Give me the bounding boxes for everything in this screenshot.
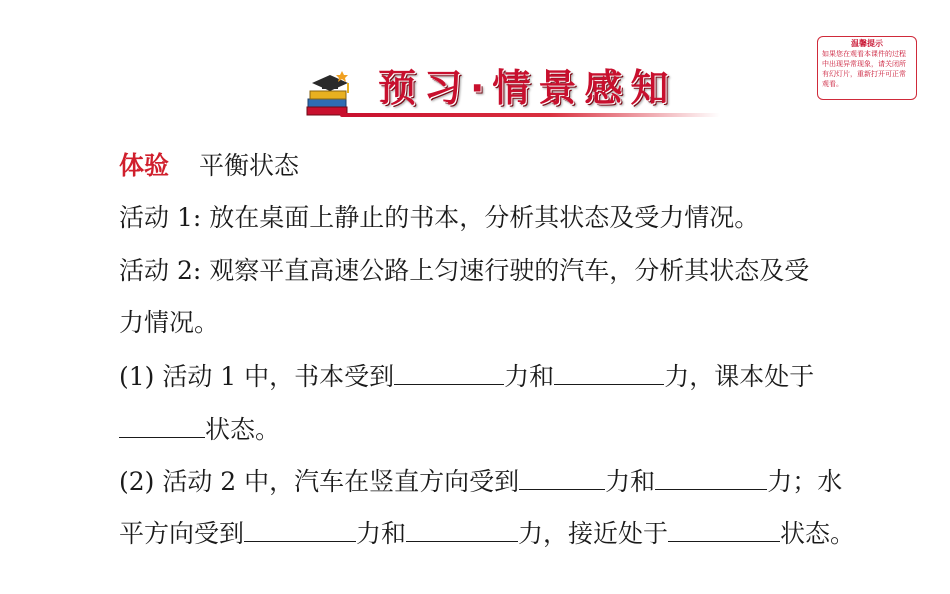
activity-line-3: 力情况。	[119, 308, 220, 337]
question-2-text-b: 力和	[605, 467, 656, 496]
question-1-text-c: 力，课本处于	[664, 362, 815, 391]
answer-blank[interactable]	[406, 513, 518, 542]
tip-box	[817, 36, 917, 100]
question-1-text-d: 状态。	[205, 415, 281, 444]
question-2-text-g: 状态。	[780, 519, 856, 548]
activity-line-1: 活动 1: 放在桌面上静止的书本，分析其状态及受力情况。	[119, 203, 760, 232]
question-1-line-2	[119, 409, 280, 449]
answer-blank[interactable]	[244, 513, 356, 542]
question-2-text-c: 力；水	[767, 467, 843, 496]
tip-title: 温馨提示	[851, 39, 883, 48]
graduation-cap-book-icon	[304, 69, 354, 119]
tip-text: 如果您在观看本课件的过程中出现异常现象，请关闭所有幻灯片，重新打开可正常观看。	[822, 50, 906, 88]
section-heading	[119, 146, 299, 186]
question-2-text-d: 平方向受到	[119, 519, 245, 548]
banner-underline	[340, 113, 720, 117]
question-2-text-e: 力和	[356, 519, 407, 548]
answer-blank[interactable]	[519, 461, 605, 490]
section-label: 体验	[119, 151, 170, 180]
section-title: 平衡状态	[199, 151, 300, 180]
answer-blank[interactable]	[554, 356, 664, 385]
question-1-line-1	[119, 356, 814, 396]
answer-blank[interactable]	[394, 356, 504, 385]
question-2-text-a: (2) 活动 2 中，汽车在竖直方向受到	[119, 467, 520, 496]
banner-title: 预习·情景感知	[378, 66, 677, 110]
answer-blank[interactable]	[668, 513, 780, 542]
answer-blank[interactable]	[119, 409, 205, 438]
question-2-line-2	[119, 513, 855, 553]
question-1-text-a: (1) 活动 1 中，书本受到	[119, 362, 395, 391]
question-2-line-1	[119, 461, 842, 501]
question-1-text-b: 力和	[504, 362, 555, 391]
question-2-text-f: 力，接近处于	[518, 519, 669, 548]
answer-blank[interactable]	[655, 461, 767, 490]
activity-line-2: 活动 2: 观察平直高速公路上匀速行驶的汽车，分析其状态及受	[119, 256, 810, 285]
section-banner	[300, 55, 720, 125]
